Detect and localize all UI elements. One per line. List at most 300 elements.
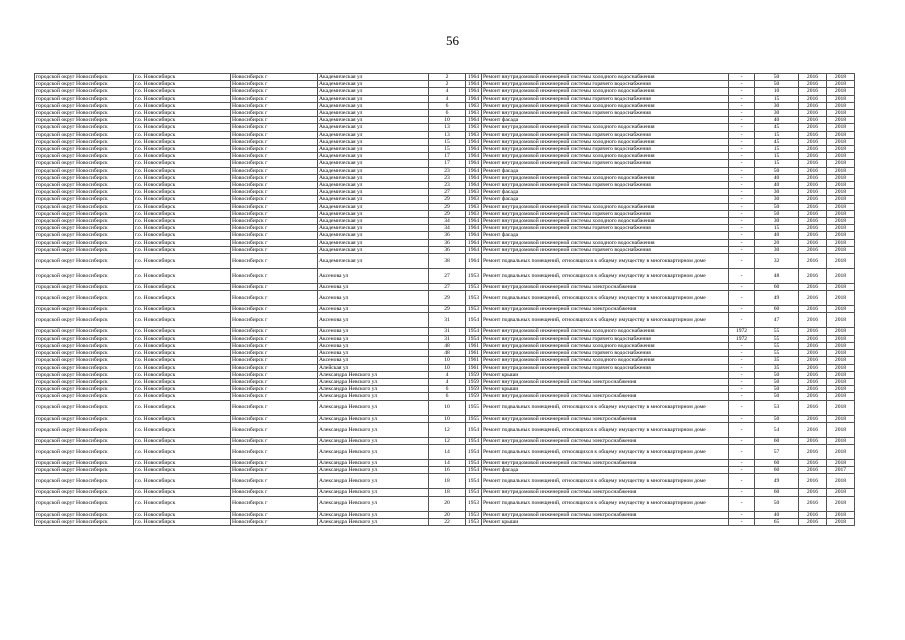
settlement-cell: Новосибирск г [231, 306, 318, 313]
street-cell: Академическая ул [318, 203, 429, 210]
city-district-cell: г.о. Новосибирск [134, 174, 231, 181]
municipality-cell: городской округ Новосибирск [35, 518, 134, 525]
house-number-cell: 10 [429, 117, 466, 124]
cost-value-cell: 50 [755, 210, 799, 217]
city-district-cell: г.о. Новосибирск [134, 95, 231, 102]
settlement-cell: Новосибирск г [231, 335, 318, 342]
build-year-cell: 1954 [466, 437, 482, 444]
work-type-cell: Ремонт внутридомовой инженерной системы холодного водоснабжения [482, 138, 729, 145]
build-year-cell: 1964 [466, 138, 482, 145]
city-district-cell: г.о. Новосибирск [134, 357, 231, 364]
end-year-cell: 2018 [827, 95, 855, 102]
table-row [35, 81, 855, 88]
city-district-cell: г.о. Новосибирск [134, 146, 231, 153]
table-row [35, 117, 855, 124]
start-year-cell: 2016 [799, 146, 827, 153]
start-year-cell: 2016 [799, 239, 827, 246]
city-district-cell: г.о. Новосибирск [134, 291, 231, 306]
municipality-cell: городской округ Новосибирск [35, 146, 134, 153]
street-cell: Александра Невского ул [318, 467, 429, 474]
street-cell: Академическая ул [318, 160, 429, 167]
house-number-cell: 31 [429, 313, 466, 328]
cost-value-cell: 49 [755, 291, 799, 306]
table-row [35, 210, 855, 217]
house-number-cell: 29 [429, 291, 466, 306]
end-year-cell: 2018 [827, 74, 855, 81]
last-repair-year-cell: - [729, 511, 755, 518]
work-type-cell: Ремонт внутридомовой инженерной системы горячего водоснабжения [482, 95, 729, 102]
end-year-cell: 2018 [827, 138, 855, 145]
end-year-cell: 2018 [827, 189, 855, 196]
repair-schedule-table [34, 73, 855, 526]
build-year-cell: 1961 [466, 350, 482, 357]
build-year-cell: 1964 [466, 182, 482, 189]
work-type-cell: Ремонт внутридомовой инженерной системы холодного водоснабжения [482, 124, 729, 131]
city-district-cell: г.о. Новосибирск [134, 124, 231, 131]
cost-value-cell: 30 [755, 189, 799, 196]
start-year-cell: 2016 [799, 378, 827, 385]
house-number-cell: 20 [429, 496, 466, 511]
street-cell: Академическая ул [318, 174, 429, 181]
house-number-cell: 4 [429, 88, 466, 95]
city-district-cell: г.о. Новосибирск [134, 489, 231, 496]
street-cell: Аксенова ул [318, 313, 429, 328]
city-district-cell: г.о. Новосибирск [134, 246, 231, 253]
build-year-cell: 1954 [466, 489, 482, 496]
city-district-cell: г.о. Новосибирск [134, 225, 231, 232]
municipality-cell: городской округ Новосибирск [35, 437, 134, 444]
start-year-cell: 2016 [799, 182, 827, 189]
start-year-cell: 2016 [799, 246, 827, 253]
settlement-cell: Новосибирск г [231, 291, 318, 306]
build-year-cell: 1954 [466, 328, 482, 335]
start-year-cell: 2016 [799, 203, 827, 210]
end-year-cell: 2017 [827, 467, 855, 474]
street-cell: Александра Невского ул [318, 511, 429, 518]
settlement-cell: Новосибирск г [231, 496, 318, 511]
end-year-cell: 2018 [827, 232, 855, 239]
settlement-cell: Новосибирск г [231, 239, 318, 246]
house-number-cell: 17 [429, 153, 466, 160]
cost-value-cell: 10 [755, 88, 799, 95]
work-type-cell: Ремонт внутридомовой инженерной системы холодного водоснабжения [482, 88, 729, 95]
work-type-cell: Ремонт подвальных помещений, относящихся к общему имуществу в многоквартирном доме [482, 400, 729, 415]
cost-value-cell: 30 [755, 102, 799, 109]
end-year-cell: 2018 [827, 306, 855, 313]
street-cell: Александра Невского ул [318, 371, 429, 378]
build-year-cell: 1963 [466, 203, 482, 210]
municipality-cell: городской округ Новосибирск [35, 328, 134, 335]
start-year-cell: 2016 [799, 415, 827, 422]
end-year-cell: 2018 [827, 210, 855, 217]
last-repair-year-cell: - [729, 393, 755, 400]
settlement-cell: Новосибирск г [231, 350, 318, 357]
start-year-cell: 2016 [799, 422, 827, 437]
house-number-cell: 23 [429, 182, 466, 189]
cost-value-cell: 30 [755, 110, 799, 117]
municipality-cell: городской округ Новосибирск [35, 174, 134, 181]
last-repair-year-cell: - [729, 218, 755, 225]
table-row [35, 254, 855, 269]
last-repair-year-cell: - [729, 400, 755, 415]
municipality-cell: городской округ Новосибирск [35, 313, 134, 328]
city-district-cell: г.о. Новосибирск [134, 81, 231, 88]
settlement-cell: Новосибирск г [231, 210, 318, 217]
table-row [35, 269, 855, 284]
last-repair-year-cell: - [729, 102, 755, 109]
build-year-cell: 1955 [466, 415, 482, 422]
end-year-cell: 2018 [827, 239, 855, 246]
build-year-cell: 1964 [466, 95, 482, 102]
end-year-cell: 2018 [827, 386, 855, 393]
table-row [35, 218, 855, 225]
city-district-cell: г.о. Новосибирск [134, 386, 231, 393]
house-number-cell: 14 [429, 444, 466, 459]
house-number-cell: 13 [429, 124, 466, 131]
end-year-cell: 2018 [827, 518, 855, 525]
house-number-cell: 29 [429, 306, 466, 313]
city-district-cell: г.о. Новосибирск [134, 444, 231, 459]
work-type-cell: Ремонт внутридомовой инженерной системы холодного водоснабжения [482, 342, 729, 349]
build-year-cell: 1963 [466, 124, 482, 131]
last-repair-year-cell: - [729, 313, 755, 328]
table-row [35, 371, 855, 378]
settlement-cell: Новосибирск г [231, 459, 318, 466]
last-repair-year-cell: - [729, 203, 755, 210]
build-year-cell: 1964 [466, 254, 482, 269]
start-year-cell: 2016 [799, 189, 827, 196]
start-year-cell: 2016 [799, 474, 827, 489]
build-year-cell: 1954 [466, 313, 482, 328]
city-district-cell: г.о. Новосибирск [134, 496, 231, 511]
city-district-cell: г.о. Новосибирск [134, 400, 231, 415]
settlement-cell: Новосибирск г [231, 196, 318, 203]
work-type-cell: Ремонт внутридомовой инженерной системы холодного водоснабжения [482, 102, 729, 109]
start-year-cell: 2016 [799, 124, 827, 131]
build-year-cell: 1964 [466, 160, 482, 167]
end-year-cell: 2018 [827, 284, 855, 291]
work-type-cell: Ремонт крыши [482, 371, 729, 378]
table-row [35, 182, 855, 189]
work-type-cell: Ремонт внутридомовой инженерной системы электроснабжения [482, 393, 729, 400]
house-number-cell: 22 [429, 518, 466, 525]
settlement-cell: Новосибирск г [231, 422, 318, 437]
cost-value-cell: 15 [755, 146, 799, 153]
street-cell: Аксенова ул [318, 328, 429, 335]
last-repair-year-cell: - [729, 210, 755, 217]
last-repair-year-cell: - [729, 146, 755, 153]
end-year-cell: 2018 [827, 196, 855, 203]
cost-value-cell: 15 [755, 225, 799, 232]
street-cell: Академическая ул [318, 138, 429, 145]
last-repair-year-cell: - [729, 196, 755, 203]
cost-value-cell: 55 [755, 328, 799, 335]
city-district-cell: г.о. Новосибирск [134, 210, 231, 217]
cost-value-cell: 53 [755, 400, 799, 415]
city-district-cell: г.о. Новосибирск [134, 153, 231, 160]
cost-value-cell: 47 [755, 313, 799, 328]
end-year-cell: 2018 [827, 174, 855, 181]
house-number-cell: 10 [429, 415, 466, 422]
last-repair-year-cell: - [729, 246, 755, 253]
city-district-cell: г.о. Новосибирск [134, 467, 231, 474]
start-year-cell: 2016 [799, 81, 827, 88]
municipality-cell: городской округ Новосибирск [35, 474, 134, 489]
start-year-cell: 2016 [799, 306, 827, 313]
street-cell: Академическая ул [318, 196, 429, 203]
work-type-cell: Ремонт внутридомовой инженерной системы холодного водоснабжения [482, 328, 729, 335]
municipality-cell: городской округ Новосибирск [35, 102, 134, 109]
settlement-cell: Новосибирск г [231, 444, 318, 459]
table-row [35, 328, 855, 335]
house-number-cell: 15 [429, 146, 466, 153]
cost-value-cell: 50 [755, 415, 799, 422]
end-year-cell: 2018 [827, 160, 855, 167]
start-year-cell: 2016 [799, 437, 827, 444]
end-year-cell: 2018 [827, 225, 855, 232]
municipality-cell: городской округ Новосибирск [35, 342, 134, 349]
house-number-cell: 23 [429, 167, 466, 174]
house-number-cell: 20 [429, 511, 466, 518]
last-repair-year-cell: - [729, 415, 755, 422]
work-type-cell: Ремонт фасада [482, 189, 729, 196]
city-district-cell: г.о. Новосибирск [134, 74, 231, 81]
city-district-cell: г.о. Новосибирск [134, 203, 231, 210]
end-year-cell: 2018 [827, 102, 855, 109]
work-type-cell: Ремонт внутридомовой инженерной системы горячего водоснабжения [482, 146, 729, 153]
cost-value-cell: 50 [755, 393, 799, 400]
municipality-cell: городской округ Новосибирск [35, 196, 134, 203]
end-year-cell: 2018 [827, 378, 855, 385]
build-year-cell: 1961 [466, 342, 482, 349]
house-number-cell: 48 [429, 350, 466, 357]
street-cell: Аксенова ул [318, 306, 429, 313]
house-number-cell: 38 [429, 254, 466, 269]
work-type-cell: Ремонт подвальных помещений, относящихся к общему имуществу в многоквартирном доме [482, 313, 729, 328]
city-district-cell: г.о. Новосибирск [134, 110, 231, 117]
city-district-cell: г.о. Новосибирск [134, 218, 231, 225]
municipality-cell: городской округ Новосибирск [35, 88, 134, 95]
municipality-cell: городской округ Новосибирск [35, 254, 134, 269]
start-year-cell: 2016 [799, 328, 827, 335]
settlement-cell: Новосибирск г [231, 153, 318, 160]
house-number-cell: 31 [429, 335, 466, 342]
street-cell: Академическая ул [318, 210, 429, 217]
table-row [35, 474, 855, 489]
end-year-cell: 2018 [827, 357, 855, 364]
cost-value-cell: 60 [755, 489, 799, 496]
build-year-cell: 1964 [466, 239, 482, 246]
municipality-cell: городской округ Новосибирск [35, 400, 134, 415]
municipality-cell: городской округ Новосибирск [35, 459, 134, 466]
street-cell: Академическая ул [318, 239, 429, 246]
cost-value-cell: 49 [755, 474, 799, 489]
end-year-cell: 2018 [827, 81, 855, 88]
start-year-cell: 2016 [799, 518, 827, 525]
start-year-cell: 2016 [799, 232, 827, 239]
settlement-cell: Новосибирск г [231, 400, 318, 415]
end-year-cell: 2018 [827, 153, 855, 160]
street-cell: Академическая ул [318, 102, 429, 109]
city-district-cell: г.о. Новосибирск [134, 138, 231, 145]
work-type-cell: Ремонт внутридомовой инженерной системы электроснабжения [482, 306, 729, 313]
work-type-cell: Ремонт внутридомовой инженерной системы горячего водоснабжения [482, 335, 729, 342]
last-repair-year-cell: - [729, 153, 755, 160]
table-row [35, 422, 855, 437]
city-district-cell: г.о. Новосибирск [134, 335, 231, 342]
municipality-cell: городской округ Новосибирск [35, 182, 134, 189]
house-number-cell: 18 [429, 474, 466, 489]
settlement-cell: Новосибирск г [231, 342, 318, 349]
municipality-cell: городской округ Новосибирск [35, 239, 134, 246]
street-cell: Аксенова ул [318, 335, 429, 342]
settlement-cell: Новосибирск г [231, 74, 318, 81]
city-district-cell: г.о. Новосибирск [134, 474, 231, 489]
work-type-cell: Ремонт внутридомовой инженерной системы электроснабжения [482, 284, 729, 291]
municipality-cell: городской округ Новосибирск [35, 74, 134, 81]
build-year-cell: 1964 [466, 117, 482, 124]
settlement-cell: Новосибирск г [231, 124, 318, 131]
work-type-cell: Ремонт внутридомовой инженерной системы горячего водоснабжения [482, 364, 729, 371]
house-number-cell: 2 [429, 81, 466, 88]
city-district-cell: г.о. Новосибирск [134, 239, 231, 246]
municipality-cell: городской округ Новосибирск [35, 131, 134, 138]
street-cell: Александра Невского ул [318, 518, 429, 525]
city-district-cell: г.о. Новосибирск [134, 364, 231, 371]
municipality-cell: городской округ Новосибирск [35, 422, 134, 437]
settlement-cell: Новосибирск г [231, 167, 318, 174]
cost-value-cell: 35 [755, 364, 799, 371]
house-number-cell: 27 [429, 189, 466, 196]
city-district-cell: г.о. Новосибирск [134, 437, 231, 444]
settlement-cell: Новосибирск г [231, 225, 318, 232]
street-cell: Академическая ул [318, 146, 429, 153]
cost-value-cell: 55 [755, 342, 799, 349]
last-repair-year-cell: - [729, 459, 755, 466]
settlement-cell: Новосибирск г [231, 415, 318, 422]
build-year-cell: 1953 [466, 496, 482, 511]
start-year-cell: 2016 [799, 386, 827, 393]
work-type-cell: Ремонт внутридомовой инженерной системы холодного водоснабжения [482, 218, 729, 225]
table-row [35, 393, 855, 400]
street-cell: Академическая ул [318, 182, 429, 189]
street-cell: Академическая ул [318, 117, 429, 124]
start-year-cell: 2016 [799, 335, 827, 342]
start-year-cell: 2016 [799, 153, 827, 160]
start-year-cell: 2016 [799, 160, 827, 167]
street-cell: Александра Невского ул [318, 422, 429, 437]
end-year-cell: 2018 [827, 437, 855, 444]
end-year-cell: 2018 [827, 146, 855, 153]
municipality-cell: городской округ Новосибирск [35, 496, 134, 511]
street-cell: Аксенова ул [318, 284, 429, 291]
work-type-cell: Ремонт внутридомовой инженерной системы горячего водоснабжения [482, 131, 729, 138]
build-year-cell: 1963 [466, 196, 482, 203]
last-repair-year-cell: - [729, 444, 755, 459]
settlement-cell: Новосибирск г [231, 218, 318, 225]
municipality-cell: городской округ Новосибирск [35, 81, 134, 88]
end-year-cell: 2018 [827, 246, 855, 253]
settlement-cell: Новосибирск г [231, 95, 318, 102]
table-row [35, 138, 855, 145]
table-row [35, 167, 855, 174]
settlement-cell: Новосибирск г [231, 174, 318, 181]
cost-value-cell: 15 [755, 131, 799, 138]
settlement-cell: Новосибирск г [231, 102, 318, 109]
build-year-cell: 1964 [466, 81, 482, 88]
last-repair-year-cell: - [729, 124, 755, 131]
build-year-cell: 1953 [466, 306, 482, 313]
municipality-cell: городской округ Новосибирск [35, 218, 134, 225]
end-year-cell: 2018 [827, 350, 855, 357]
build-year-cell: 1963 [466, 110, 482, 117]
end-year-cell: 2018 [827, 393, 855, 400]
settlement-cell: Новосибирск г [231, 474, 318, 489]
last-repair-year-cell: - [729, 74, 755, 81]
build-year-cell: 1964 [466, 88, 482, 95]
last-repair-year-cell: - [729, 182, 755, 189]
work-type-cell: Ремонт внутридомовой инженерной системы горячего водоснабжения [482, 110, 729, 117]
start-year-cell: 2016 [799, 371, 827, 378]
street-cell: Александра Невского ул [318, 400, 429, 415]
street-cell: Александра Невского ул [318, 489, 429, 496]
cost-value-cell: 60 [755, 467, 799, 474]
house-number-cell: 18 [429, 489, 466, 496]
last-repair-year-cell: - [729, 378, 755, 385]
cost-value-cell: 50 [755, 74, 799, 81]
municipality-cell: городской округ Новосибирск [35, 160, 134, 167]
city-district-cell: г.о. Новосибирск [134, 160, 231, 167]
work-type-cell: Ремонт подвальных помещений, относящихся к общему имуществу в многоквартирном доме [482, 291, 729, 306]
start-year-cell: 2016 [799, 393, 827, 400]
build-year-cell: 1959 [466, 378, 482, 385]
street-cell: Академическая ул [318, 189, 429, 196]
house-number-cell: 17 [429, 160, 466, 167]
build-year-cell: 1964 [466, 146, 482, 153]
build-year-cell: 1963 [466, 210, 482, 217]
work-type-cell: Ремонт фасада [482, 232, 729, 239]
build-year-cell: 1953 [466, 291, 482, 306]
municipality-cell: городской округ Новосибирск [35, 110, 134, 117]
cost-value-cell: 15 [755, 153, 799, 160]
cost-value-cell: 60 [755, 437, 799, 444]
table-row [35, 357, 855, 364]
build-year-cell: 1954 [466, 474, 482, 489]
settlement-cell: Новосибирск г [231, 160, 318, 167]
work-type-cell: Ремонт крыши [482, 518, 729, 525]
build-year-cell: 1963 [466, 131, 482, 138]
table-row [35, 239, 855, 246]
street-cell: Александра Невского ул [318, 386, 429, 393]
street-cell: Академическая ул [318, 124, 429, 131]
build-year-cell: 1961 [466, 357, 482, 364]
last-repair-year-cell: - [729, 350, 755, 357]
table-row [35, 232, 855, 239]
table-row [35, 437, 855, 444]
cost-value-cell: 50 [755, 81, 799, 88]
municipality-cell: городской округ Новосибирск [35, 153, 134, 160]
cost-value-cell: 50 [755, 496, 799, 511]
city-district-cell: г.о. Новосибирск [134, 422, 231, 437]
street-cell: Академическая ул [318, 88, 429, 95]
build-year-cell: 1954 [466, 467, 482, 474]
city-district-cell: г.о. Новосибирск [134, 459, 231, 466]
table-row [35, 518, 855, 525]
table-row [35, 174, 855, 181]
end-year-cell: 2018 [827, 444, 855, 459]
work-type-cell: Ремонт подвальных помещений, относящихся к общему имуществу в многоквартирном доме [482, 254, 729, 269]
end-year-cell: 2018 [827, 182, 855, 189]
